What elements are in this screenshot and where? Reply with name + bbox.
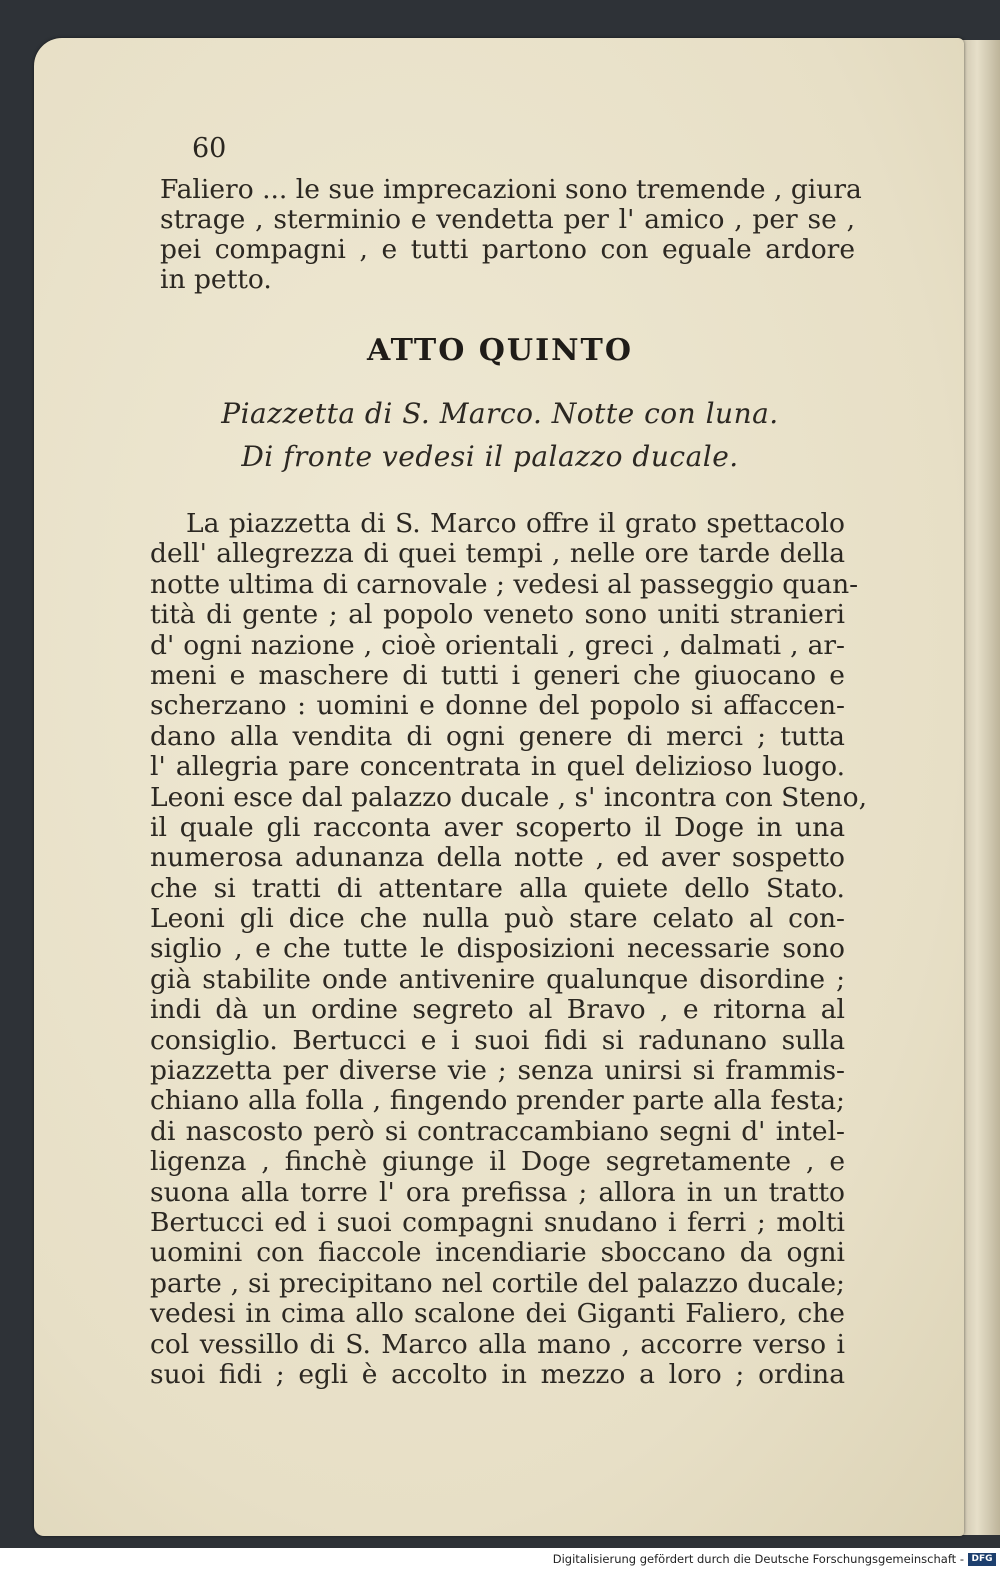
body-line: chiano alla folla , fingendo prender parte alla festa; [150,1085,845,1117]
dfg-logo: DFG [968,1553,996,1566]
body-line: piazzetta per diverse vie ; senza unirsi si frammis- [150,1055,845,1087]
body-line: Leoni esce dal palazzo ducale , s' incontra con Steno, [150,781,868,813]
body-line: notte ultima di carnovale ; vedesi al passeggio quan- [150,568,859,600]
body-line: di nascosto però si contraccambiano segni d' intel- [150,1115,845,1147]
body-line: parte , si precipitano nel cortile del palazzo ducale; [150,1267,845,1299]
body-line: l' allegria pare concentrata in quel delizioso luogo. [150,751,845,783]
body-line: dano alla vendita di ogni genere di merci ; tutta [150,720,845,752]
funding-credit: Digitalisierung gefördert durch die Deutsche Forschungsgemeinschaft - [552,1552,964,1566]
body-line: ligenza , finchè giunge il Doge segretamente , e [150,1146,845,1178]
body-line: che si tratti di attentare alla quiete dello Stato. [150,872,845,904]
body-paragraph [150,508,868,1390]
body-line: dell' allegrezza di quei tempi , nelle ore tarde della [150,538,845,570]
body-line: La piazzetta di S. Marco offre il grato spettacolo [186,508,845,539]
intro-line: strage , sterminio e vendetta per l' amico , per se , [160,204,855,235]
body-line: il quale gli racconta aver scoperto il Doge in una [150,811,845,843]
intro-line: pei compagni , e tutti partono con eguale ardore [160,234,855,265]
scene-heading-line: Piazzetta di S. Marco. Notte con luna. [221,397,779,430]
scene-heading-line: Di fronte vedesi il palazzo ducale. [241,440,739,473]
page-number: 60 [192,133,227,164]
body-line: siglio , e che tutte le disposizioni necessarie sono [150,933,845,965]
intro-line: in petto. [160,264,272,295]
body-line: suona alla torre l' ora prefissa ; allora in un tratto [150,1176,845,1208]
body-line: scherzano : uomini e donne del popolo si affaccen- [150,690,845,722]
footer-bar [0,1548,1000,1572]
body-line: d' ogni nazione , cioè orientali , greci , dalmati , ar- [150,629,845,661]
intro-line: Faliero ... le sue imprecazioni sono tremende , giura [160,174,862,205]
body-line: col vessillo di S. Marco alla mano , accorre verso i [150,1328,845,1360]
body-line: indi dà un ordine segreto al Bravo , e ritorna al [150,994,845,1026]
body-line: Bertucci ed i suoi compagni snudano i ferri ; molti [150,1206,845,1238]
body-line: meni e maschere di tutti i generi che giuocano e [150,659,845,691]
body-line: uomini con fiaccole incendiarie sboccano da ogni [150,1237,845,1269]
body-line: tità di gente ; al popolo veneto sono uniti stranieri [150,599,845,631]
body-line: Leoni gli dice che nulla può stare celato al con- [150,903,845,935]
act-title: ATTO QUINTO [367,333,633,368]
intro-paragraph [160,174,862,295]
body-line: numerosa adunanza della notte , ed aver sospetto [150,842,845,874]
body-line: già stabilite onde antivenire qualunque disordine ; [150,963,845,995]
body-line: suoi fidi ; egli è accolto in mezzo a loro ; ordina [150,1358,845,1390]
body-line: consiglio. Bertucci e i suoi fidi si radunano sulla [150,1024,845,1056]
body-line: vedesi in cima allo scalone dei Giganti Faliero, che [150,1298,845,1330]
page-edge [962,40,1000,1535]
